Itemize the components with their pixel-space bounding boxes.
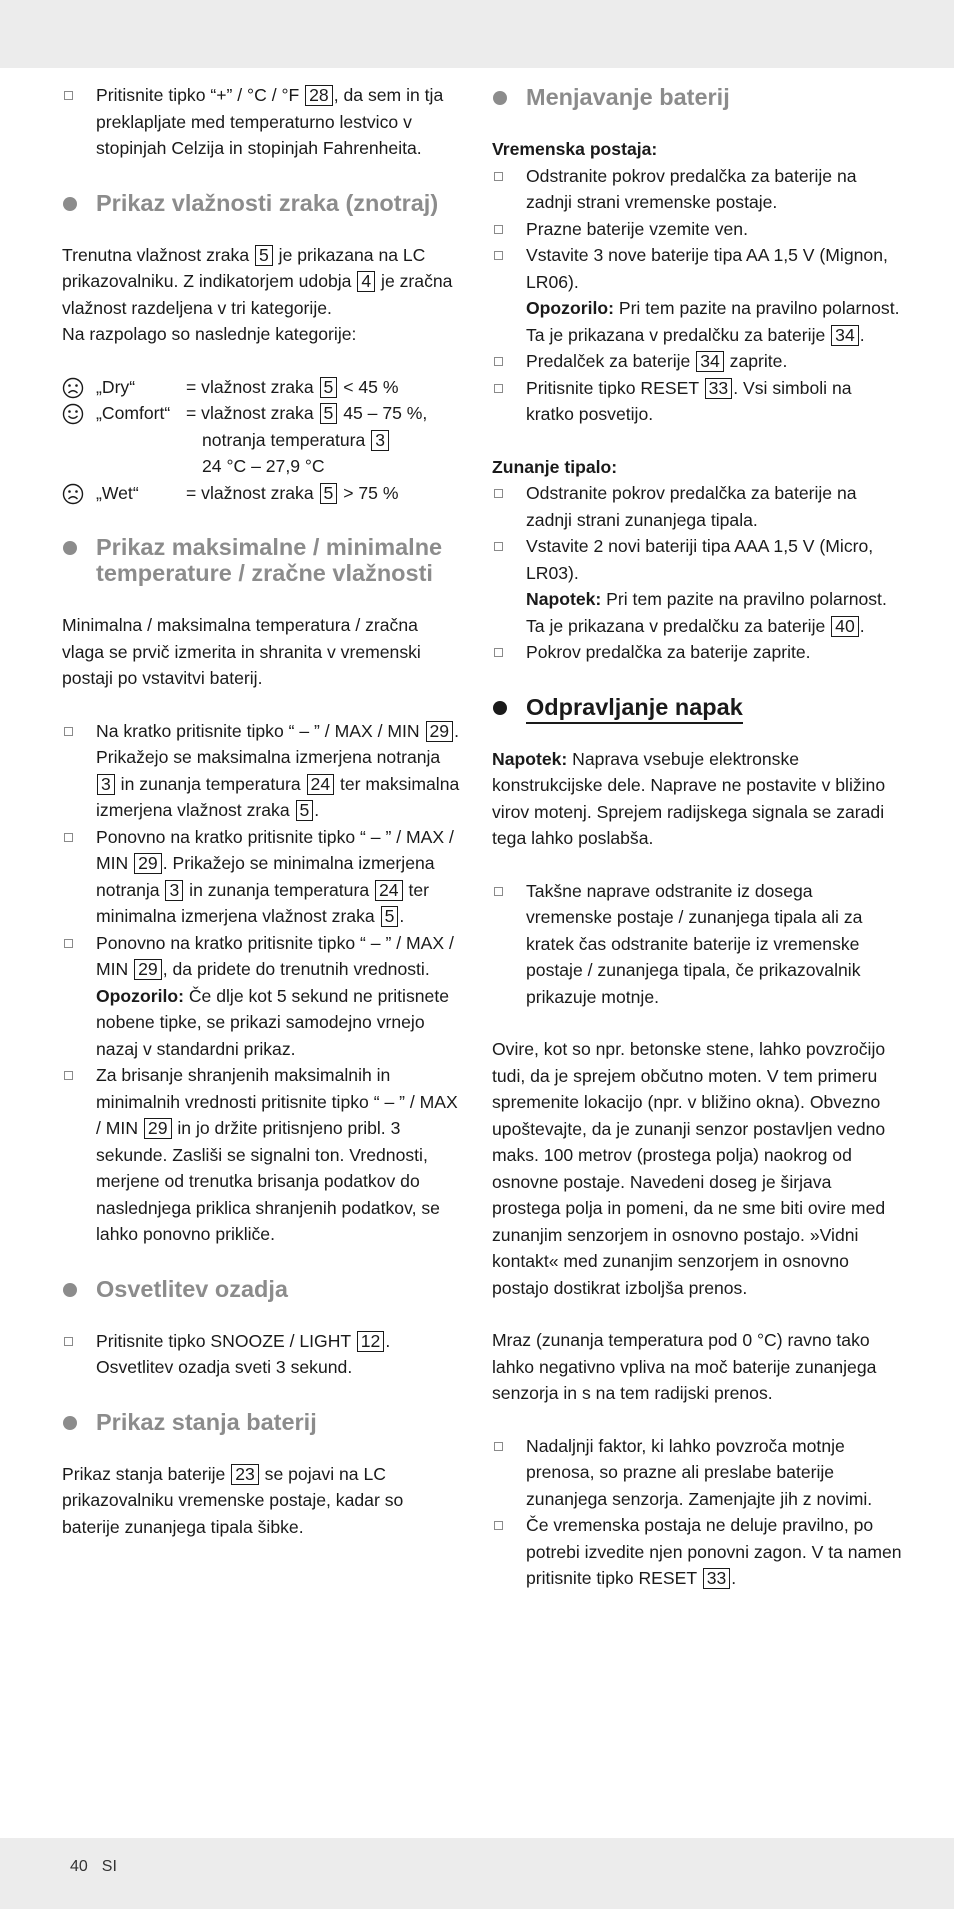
checkbox-bullet-icon [64,727,73,736]
list-item: Na kratko pritisnite tipko “ – ” / MAX / MIN 29 . Prikažejo se maksimalna izmerjena notranja 3 in zunanja temperatura 24 ter maksimalna izmerjena vlažnost zraka 5 . [62,718,462,824]
list-item: Predalček za baterije 34 zaprite. [492,348,902,375]
checkbox-bullet-icon [494,542,503,551]
bullet-dot-icon [63,197,77,211]
checkbox-bullet-icon [494,489,503,498]
troubleshooting-paragraph-2: Mraz (zunanja temperatura pod 0 °C) ravno tako lahko negativno vpliva na moč baterije zunanjega senzorja in s na tem radijski prenos. [492,1330,877,1403]
bottom-margin-band [0,1838,954,1909]
bullet-dot-icon [63,1283,77,1297]
list-item: Nadaljnji faktor, ki lahko povzroča motnje prenosa, so prazne ali preslabe baterije zunanjega senzorja. Zamenjajte jih z novimi. [492,1433,902,1513]
checkbox-bullet-icon [494,357,503,366]
checkbox-bullet-icon [494,1442,503,1451]
section-heading-battery-change: Menjavanje baterij [492,84,902,110]
checkbox-bullet-icon [64,91,73,100]
page-number: 40 [70,1858,88,1875]
checkbox-bullet-icon [494,172,503,181]
list-item: Pokrov predalčka za baterije zaprite. [492,639,902,666]
category-dry: „Dry“ = vlažnost zraka 5 < 45 % [62,374,462,401]
language-code: SI [101,1858,117,1875]
list-item: Pritisnite tipko RESET 33 . Vsi simboli na kratko posvetijo. [492,375,902,428]
smiley-face-icon [62,403,84,425]
list-item: Pritisnite tipko “+” / °C / °F 28 , da sem in tja preklapljate med temperaturno lestvico v stopinjah Celzija in stopinjah Fahrenheita. [62,82,462,162]
ref-number: 28 [305,85,333,106]
list-item: Ponovno na kratko pritisnite tipko “ – ” / MAX / MIN 29 , da pridete do trenutnih vrednosti. Opozorilo: Če dlje kot 5 sekund ne pritisnete nobene tipke, se prikazi samodejno vrnejo nazaj v standardni prikaz. [62,930,462,1063]
checkbox-bullet-icon [494,1521,503,1530]
sad-face-icon [62,483,84,505]
bullet-dot-icon [63,541,77,555]
category-comfort: „Comfort“ = vlažnost zraka 5 45 – 75 %, notranja temperatura 3 24 °C – 27,9 °C [62,400,462,480]
section-heading-troubleshooting: Odpravljanje napak [492,694,902,720]
list-item: Pritisnite tipko SNOOZE / LIGHT 12 . Osvetlitev ozadja sveti 3 sekund. [62,1328,462,1381]
list-item: Odstranite pokrov predalčka za baterije na zadnji strani vremenske postaje. [492,163,902,216]
bullet-dot-icon [493,701,507,715]
troubleshooting-paragraph: Ovire, kot so npr. betonske stene, lahko povzročijo tudi, da je sprejem občutno moten. V tem primeru spremenite lokacijo (npr. v bližino okna). Obvezno upoštevajte, da je zunanji senzor postavljen vedno maks. 100 metrov (prostega polja) naokrog od osnovne postaje. Navedeni doseg je širjava prostega polja in pomeni, da ne sme biti ovire med zunanjim senzorjem in osnovno postajo. »Vidni kontakt« med zunanjim senzorjem in osnovno postajo dostikrat izboljša prenos. [492,1039,886,1298]
checkbox-bullet-icon [494,384,503,393]
checkbox-bullet-icon [494,648,503,657]
checkbox-bullet-icon [64,833,73,842]
checkbox-bullet-icon [494,225,503,234]
list-item: Prazne baterije vzemite ven. [492,216,902,243]
list-item: Ponovno na kratko pritisnite tipko “ – ” / MAX / MIN 29 . Prikažejo se minimalna izmerjena notranja 3 in zunanja temperatura 24 ter minimalna izmerjena vlažnost zraka 5 . [62,824,462,930]
list-item: Odstranite pokrov predalčka za baterije na zadnji strani zunanjega tipala. [492,480,902,533]
list-item: Če vremenska postaja ne deluje pravilno, po potrebi izvedite njen ponovni zagon. V ta namen pritisnite tipko RESET 33 . [492,1512,902,1592]
top-margin-band [0,0,954,68]
subheading-station: Vremenska postaja: [492,139,658,159]
section-heading-backlight: Osvetlitev ozadja [62,1276,462,1302]
left-column [62,82,462,1540]
bullet-dot-icon [493,91,507,105]
section-heading-humidity: Prikaz vlažnosti zraka (znotraj) [62,190,462,216]
checkbox-bullet-icon [64,1071,73,1080]
section-heading-minmax: Prikaz maksimalne / minimalne temperature / zračne vlažnosti [62,534,462,586]
page-footer [70,1858,131,1876]
list-item: Vstavite 2 novi bateriji tipa AAA 1,5 V (Micro, LR03). Napotek: Pri tem pazite na pravilno polarnost. Ta je prikazana v predalčku za baterije 40 . [492,533,902,639]
list-item: Vstavite 3 nove baterije tipa AA 1,5 V (Mignon, LR06). Opozorilo: Pri tem pazite na pravilno polarnost. Ta je prikazana v predalčku za baterije 34 . [492,242,902,348]
checkbox-bullet-icon [64,939,73,948]
humidity-paragraph-2: Na razpolago so naslednje kategorije: [62,324,357,344]
troubleshooting-note: Napotek: Naprava vsebuje elektronske konstrukcijske dele. Naprave ne postavite v bližino virov motenj. Sprejem radijskega signala se zaradi tega lahko poslabša. [492,748,886,848]
right-column [492,82,902,1592]
minmax-paragraph: Minimalna / maksimalna temperatura / zračna vlaga se prvič izmerita in shranita v vremenski postaji po vstavitvi baterij. [62,615,421,688]
subheading-sensor: Zunanje tipalo: [492,456,618,477]
sad-face-icon [62,377,84,399]
bullet-dot-icon [63,1416,77,1430]
section-heading-battery-status: Prikaz stanja baterij [62,1409,462,1435]
checkbox-bullet-icon [494,887,503,896]
checkbox-bullet-icon [494,251,503,260]
list-item: Za brisanje shranjenih maksimalnih in minimalnih vrednosti pritisnite tipko “ – ” / MAX / MIN 29 in jo držite pritisnjeno pribl. 3 sekunde. Zasliši se signalni ton. Vrednosti, merjene od trenutka brisanja podatkov do naslednjega priklica shranjenih podatkov, se lahko ponovno prikliče. [62,1062,462,1248]
battery-status-paragraph: Prikaz stanja baterije 23 se pojavi na LC prikazovalniku vremenske postaje, kadar so baterije zunanjega tipala šibke. [62,1463,404,1537]
list-item: Takšne naprave odstranite iz dosega vremenske postaje / zunanjega tipala ali za kratek čas odstranite baterije iz vremenske postaje / zunanjega tipala, če prikazovalnik prikazuje motnje. [492,878,902,1011]
category-wet: „Wet“ = vlažnost zraka 5 > 75 % [62,480,462,507]
checkbox-bullet-icon [64,1337,73,1346]
humidity-paragraph: Trenutna vlažnost zraka 5 je prikazana na LC prikazovalniku. Z indikatorjem udobja 4 je zračna vlažnost razdeljena v tri kategorije. [62,244,453,318]
